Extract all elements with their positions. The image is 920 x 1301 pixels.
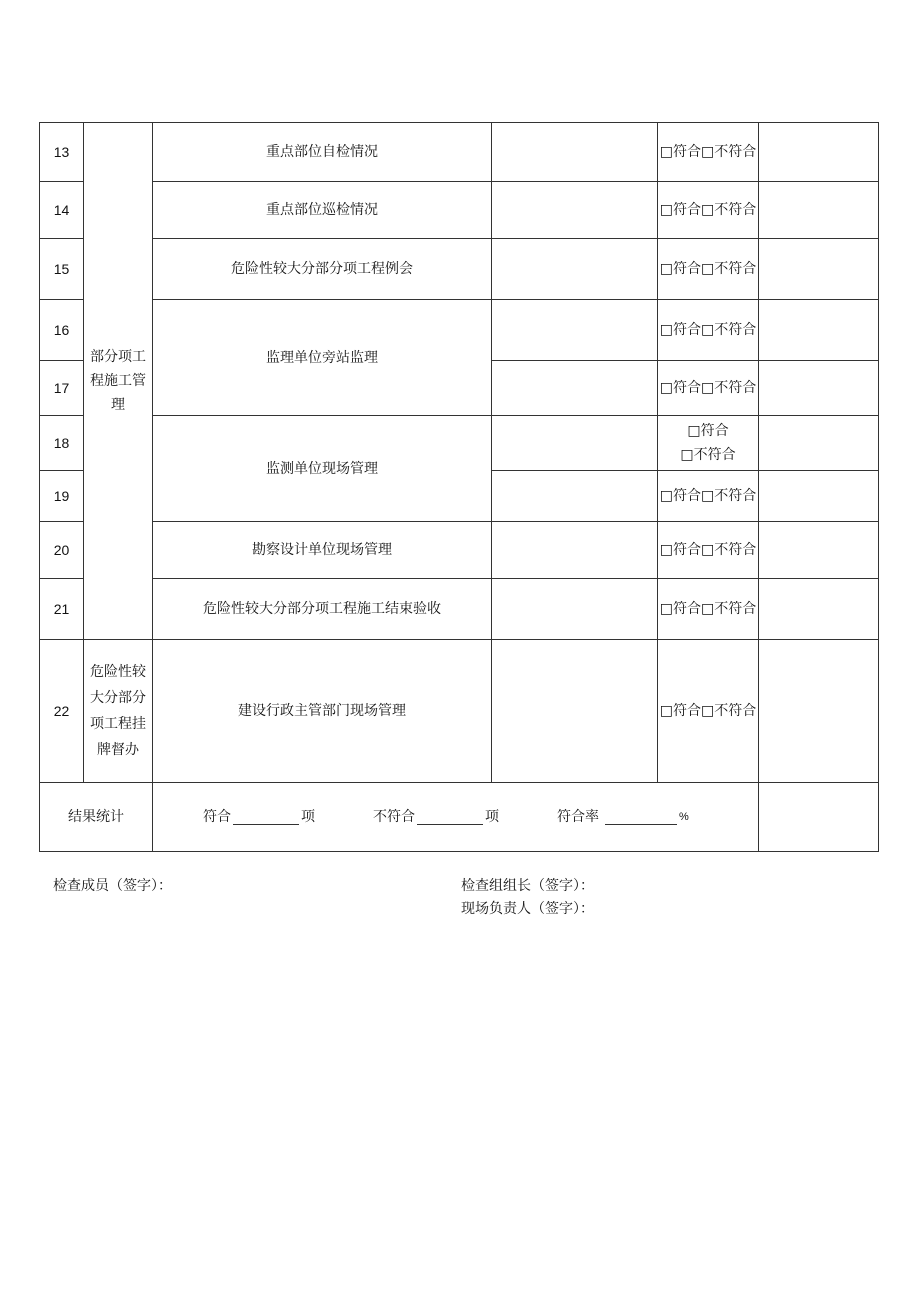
inspection-item: 建设行政主管部门现场管理 [153, 640, 492, 783]
remark-cell[interactable] [759, 522, 879, 579]
result-checkbox[interactable]: □符合□不符合 [658, 579, 759, 640]
row-number: 14 [40, 182, 84, 239]
row-number: 13 [40, 123, 84, 182]
table-row [40, 182, 879, 239]
record-cell[interactable] [492, 182, 658, 239]
leader-signature: 检查组组长（签字）： [461, 878, 594, 894]
row-number: 21 [40, 579, 84, 640]
remark-cell[interactable] [759, 123, 879, 182]
record-cell[interactable] [492, 471, 658, 522]
row-number: 16 [40, 300, 84, 361]
record-cell[interactable] [492, 361, 658, 416]
category-cell: 危险性较大分部分项工程挂牌督办 [84, 640, 153, 783]
inspection-item: 重点部位自检情况 [153, 123, 492, 182]
table-row [40, 239, 879, 300]
row-number: 17 [40, 361, 84, 416]
rate-blank[interactable] [605, 810, 677, 825]
result-checkbox[interactable]: □符合□不符合 [658, 300, 759, 361]
remark-cell[interactable] [759, 361, 879, 416]
record-cell[interactable] [492, 579, 658, 640]
inspection-item: 监测单位现场管理 [153, 416, 492, 522]
inspection-item: 监理单位旁站监理 [153, 300, 492, 416]
row-number: 18 [40, 416, 84, 471]
remark-cell[interactable] [759, 416, 879, 471]
site-manager-signature: 现场负责人（签字）： [461, 901, 594, 917]
table-row [40, 123, 879, 182]
members-signature: 检查成员（签字）： [53, 878, 172, 894]
item-unit: 项 [301, 809, 315, 825]
result-checkbox[interactable]: □符合□不符合 [658, 361, 759, 416]
percent-sign: % [679, 811, 689, 823]
result-checkbox[interactable]: □符合□不符合 [658, 471, 759, 522]
summary-row [40, 783, 879, 852]
rate-label: 符合率 [557, 809, 599, 825]
record-cell[interactable] [492, 123, 658, 182]
row-number: 15 [40, 239, 84, 300]
result-checkbox[interactable]: □符合□不符合 [658, 123, 759, 182]
record-cell[interactable] [492, 522, 658, 579]
conform-label: 符合 [203, 809, 231, 825]
result-checkbox[interactable]: □符合□不符合 [658, 640, 759, 783]
inspection-table [39, 122, 879, 852]
result-checkbox[interactable]: □符合□不符合 [658, 239, 759, 300]
category-cell: 部分项工程施工管理 [84, 123, 153, 640]
table-row [40, 640, 879, 783]
remark-cell[interactable] [759, 640, 879, 783]
table-row [40, 579, 879, 640]
remark-cell[interactable] [759, 300, 879, 361]
row-number: 22 [40, 640, 84, 783]
record-cell[interactable] [492, 300, 658, 361]
remark-cell[interactable] [759, 182, 879, 239]
remark-cell[interactable] [759, 239, 879, 300]
record-cell[interactable] [492, 416, 658, 471]
result-checkbox[interactable]: □符合□不符合 [658, 522, 759, 579]
summary-label: 结果统计 [40, 783, 153, 852]
row-number: 19 [40, 471, 84, 522]
conform-count-blank[interactable] [233, 810, 299, 825]
item-unit: 项 [485, 809, 499, 825]
summary-remark-cell[interactable] [759, 783, 879, 852]
inspection-item: 勘察设计单位现场管理 [153, 522, 492, 579]
inspection-item: 重点部位巡检情况 [153, 182, 492, 239]
nonconform-label: 不符合 [373, 809, 415, 825]
record-cell[interactable] [492, 640, 658, 783]
table-row [40, 300, 879, 361]
summary-stats [153, 783, 759, 852]
remark-cell[interactable] [759, 471, 879, 522]
inspection-item: 危险性较大分部分项工程例会 [153, 239, 492, 300]
record-cell[interactable] [492, 239, 658, 300]
table-row [40, 522, 879, 579]
inspection-item: 危险性较大分部分项工程施工结束验收 [153, 579, 492, 640]
row-number: 20 [40, 522, 84, 579]
result-checkbox[interactable]: □符合□不符合 [658, 182, 759, 239]
nonconform-count-blank[interactable] [417, 810, 483, 825]
remark-cell[interactable] [759, 579, 879, 640]
table-row [40, 416, 879, 471]
result-checkbox[interactable]: □符合 □不符合 [658, 416, 759, 471]
